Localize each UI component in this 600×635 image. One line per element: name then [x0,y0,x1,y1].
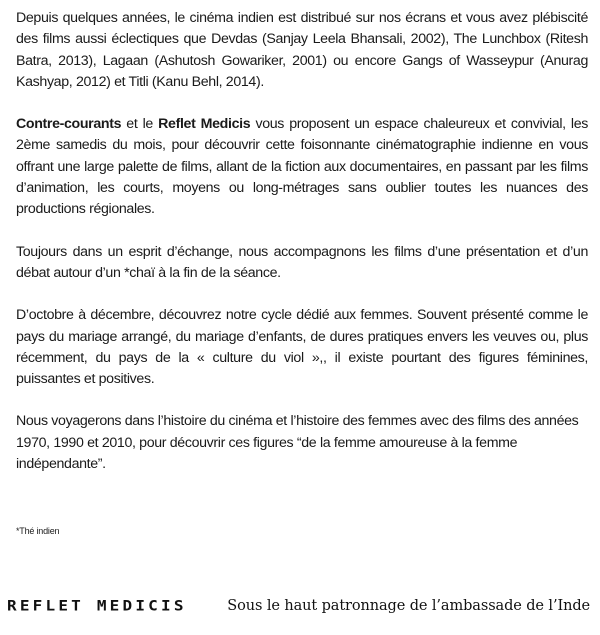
history-paragraph: Nous voyagerons dans l’histoire du cinéma et l’histoire des femmes avec des films des années 1970, 1990 et 2010, pour découvrir ces figures “de la femme amoureuse à la femme indépendante”. [16,413,579,473]
main-text [16,8,588,496]
intro-paragraph: Depuis quelques années, le cinéma indien est distribué sur nos écrans et vous avez plébiscité des films aussi éclectiques que Devdas (Sanjay Leela Bhansali, 2002), The Lunchbox (Ritesh Batra, 2013), Lagaan (Ashutosh Gowariker, 2001) ou encore Gangs of Wasseypur (Anurag Kashyap, 2012) et Titli (Kanu Behl, 2014). [16,10,588,90]
cycle-paragraph: D’octobre à décembre, découvrez notre cycle dédié aux femmes. Souvent présenté comme le pays du mariage arrangé, du mariage d’enfants, de dures pratiques envers les veuves ou, plus récemment, du pays de la « culture du viol »,, il existe pourtant des figures féminines, puissantes et positives. [16,307,588,388]
organizers-conjunction: et le [121,116,159,133]
footnote: *Thé indien [16,526,60,536]
footer [0,594,600,622]
exchange-paragraph: Toujours dans un esprit d’échange, nous accompagnons les films d’une présentation et d’un débat autour d’un *chaï à la fin de la séance. [16,243,588,281]
organizers-description: vous proposent un espace chaleureux et convivial, les 2ème samedis du mois, pour découvrir cette foisonnante cinématographie indienne en vous offrant une large palette de films, allant de la fiction aux documentaires, en passant par les films d’animation, les courts, moyens ou long-métrages sans oublier toutes les nuances des productions régionales. [16,116,589,218]
organizer-reflet-medicis: Reflet Medicis [158,116,251,133]
reflet-medicis-logo: REFLET MEDICIS [7,597,187,615]
organizers-paragraph [16,114,588,220]
patronage-text: Sous le haut patronnage de l’ambassade de l’Inde [227,598,590,614]
organizer-contre-courants: Contre-courants [16,116,122,133]
